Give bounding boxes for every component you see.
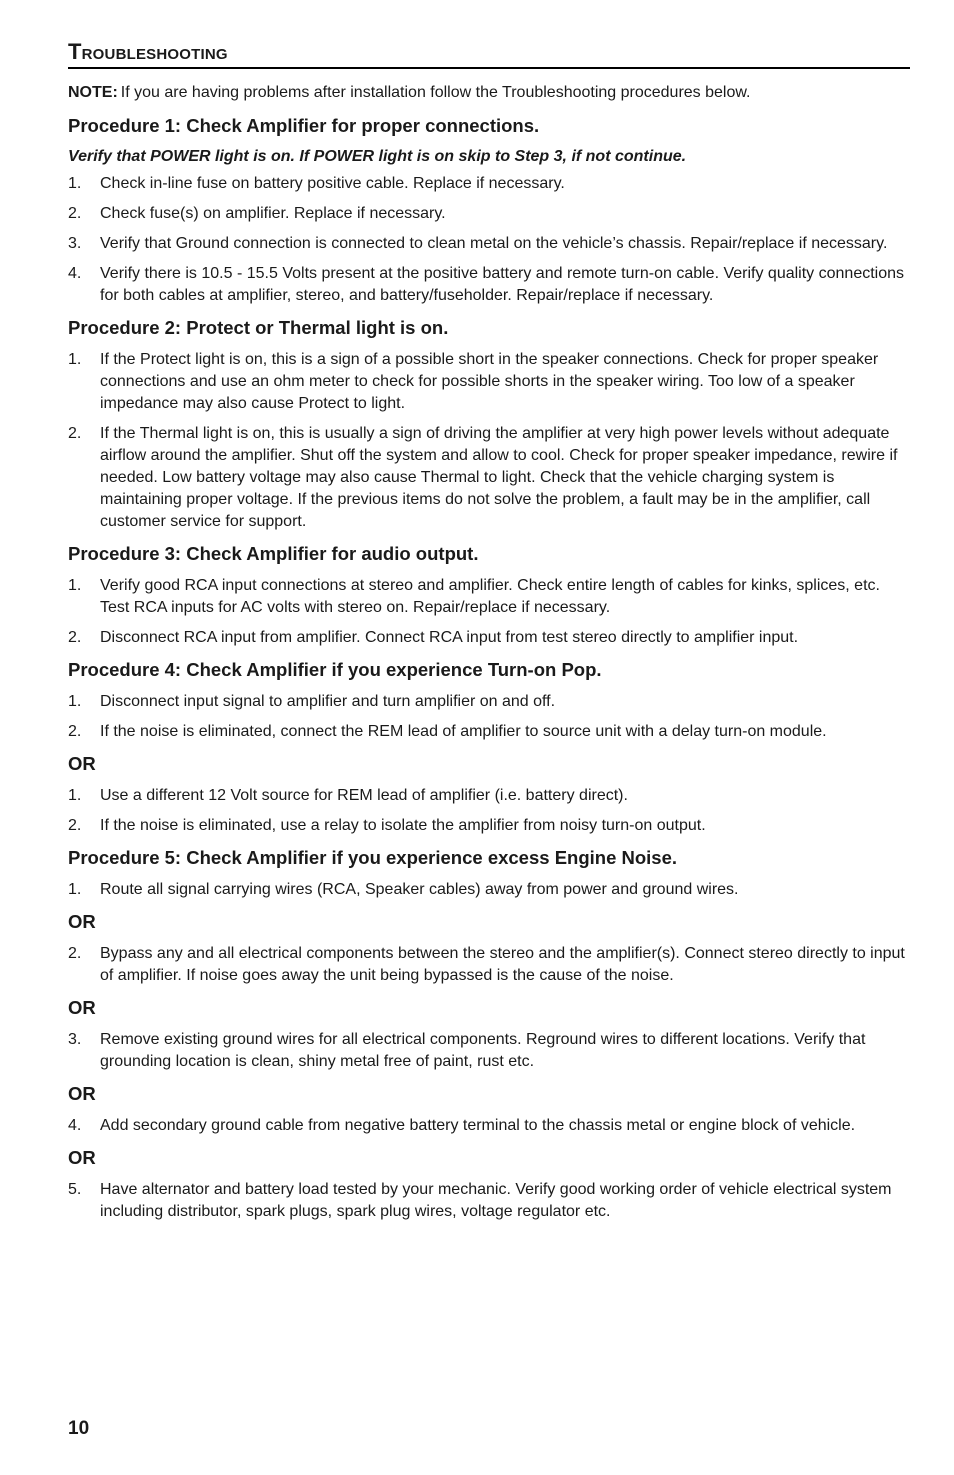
step-number: 1. [68, 787, 82, 804]
list-item [68, 627, 910, 649]
note [68, 83, 910, 103]
list-item [68, 1115, 910, 1137]
step-text: Use a different 12 Volt source for REM lead of amplifier (i.e. battery direct). [100, 787, 628, 804]
step-number: 1. [68, 351, 82, 368]
procedure-1-steps [68, 173, 910, 307]
procedure-5-step-2 [68, 943, 910, 987]
step-number: 1. [68, 175, 82, 192]
list-item [68, 233, 910, 255]
procedure-5-step-5 [68, 1179, 910, 1223]
or-separator: OR [68, 753, 96, 774]
list-item [68, 575, 910, 619]
step-text: Have alternator and battery load tested by your mechanic. Verify good working order of vehicle electrical system including distributor, spark plugs, spark plug wires, voltage regulator etc. [100, 1181, 892, 1220]
step-number: 4. [68, 265, 82, 282]
list-item [68, 785, 910, 807]
procedure-2-steps [68, 349, 910, 533]
list-item [68, 943, 910, 987]
step-text: Remove existing ground wires for all electrical components. Reground wires to different locations. Verify that grounding location is clean, shiny metal free of paint, rust etc. [100, 1031, 866, 1070]
step-text: Check in-line fuse on battery positive cable. Replace if necessary. [100, 175, 565, 192]
procedure-1-verify: Verify that POWER light is on. If POWER light is on skip to Step 3, if not continue. [68, 148, 687, 165]
step-text: Bypass any and all electrical components between the stereo and the amplifier(s). Connect stereo directly to input of amplifier. If noise goes away the unit being bypassed is the cause of the noise. [100, 945, 905, 984]
step-text: Verify there is 10.5 - 15.5 Volts present at the positive battery and remote turn-on cable. Verify quality connections for both cables at amplifier, stereo, and battery/fuseholder. Repair/replace if necessary. [100, 265, 905, 304]
step-number: 3. [68, 1031, 82, 1048]
procedure-5-step-4 [68, 1115, 910, 1137]
procedure-5-heading: Procedure 5: Check Amplifier if you experience excess Engine Noise. [68, 847, 678, 868]
list-item [68, 1029, 910, 1073]
step-number: 1. [68, 577, 82, 594]
page-number: 10 [68, 1418, 90, 1439]
step-number: 1. [68, 881, 82, 898]
step-text: Check fuse(s) on amplifier. Replace if necessary. [100, 205, 446, 222]
step-text: If the Protect light is on, this is a sign of a possible short in the speaker connections. Check for proper speaker connections and use an ohm meter to check for possible shorts in the speaker wiring. Too low of a speaker impedance may also cause Protect to light. [100, 351, 879, 412]
or-separator: OR [68, 911, 96, 932]
step-number: 2. [68, 205, 82, 222]
step-number: 2. [68, 945, 82, 962]
step-number: 1. [68, 693, 82, 710]
step-text: If the noise is eliminated, connect the REM lead of amplifier to source unit with a delay turn-on module. [100, 723, 827, 740]
procedure-2-heading: Procedure 2: Protect or Thermal light is on. [68, 317, 449, 338]
procedure-1-heading: Procedure 1: Check Amplifier for proper connections. [68, 115, 540, 136]
list-item [68, 203, 910, 225]
procedure-3-steps [68, 575, 910, 649]
list-item [68, 815, 910, 837]
step-text: Route all signal carrying wires (RCA, Speaker cables) away from power and ground wires. [100, 881, 739, 898]
list-item [68, 691, 910, 713]
list-item [68, 349, 910, 415]
step-text: If the Thermal light is on, this is usually a sign of driving the amplifier at very high power levels without adequate airflow around the amplifier. Shut off the system and allow to cool. Check for proper speaker impedance, rewire if needed. Low battery voltage may also cause Thermal to light. Check that the vehicle charging system is maintaining proper voltage. If the previous items do not solve the problem, a fault may be in the amplifier, call customer service for support. [100, 425, 898, 530]
step-text: Verify good RCA input connections at stereo and amplifier. Check entire length of cables for kinks, splices, etc. Test RCA inputs for AC volts with stereo on. Repair/replace if necessary. [100, 577, 880, 616]
procedure-4-steps-b [68, 785, 910, 837]
list-item [68, 173, 910, 195]
page-title: Troubleshooting [68, 38, 910, 69]
or-separator: OR [68, 1147, 96, 1168]
step-number: 2. [68, 723, 82, 740]
step-text: Disconnect RCA input from amplifier. Connect RCA input from test stereo directly to amplifier input. [100, 629, 799, 646]
list-item [68, 263, 910, 307]
step-number: 2. [68, 425, 82, 442]
step-text: Add secondary ground cable from negative battery terminal to the chassis metal or engine block of vehicle. [100, 1117, 856, 1134]
step-text: Disconnect input signal to amplifier and turn amplifier on and off. [100, 693, 556, 710]
procedure-4-heading: Procedure 4: Check Amplifier if you experience Turn-on Pop. [68, 659, 602, 680]
procedure-5-step-3 [68, 1029, 910, 1073]
or-separator: OR [68, 997, 96, 1018]
procedure-5-step-1 [68, 879, 910, 901]
step-text: If the noise is eliminated, use a relay to isolate the amplifier from noisy turn-on output. [100, 817, 706, 834]
list-item [68, 423, 910, 533]
note-label: NOTE: [68, 84, 118, 101]
step-number: 4. [68, 1117, 82, 1134]
step-text: Verify that Ground connection is connected to clean metal on the vehicle’s chassis. Repair/replace if necessary. [100, 235, 888, 252]
list-item [68, 879, 910, 901]
or-separator: OR [68, 1083, 96, 1104]
step-number: 3. [68, 235, 82, 252]
step-number: 5. [68, 1181, 82, 1198]
procedure-4-steps-a [68, 691, 910, 743]
step-number: 2. [68, 629, 82, 646]
document-page [68, 38, 910, 1233]
list-item [68, 721, 910, 743]
list-item [68, 1179, 910, 1223]
note-text: If you are having problems after installation follow the Troubleshooting procedures below. [120, 84, 751, 101]
step-number: 2. [68, 817, 82, 834]
procedure-3-heading: Procedure 3: Check Amplifier for audio output. [68, 543, 479, 564]
